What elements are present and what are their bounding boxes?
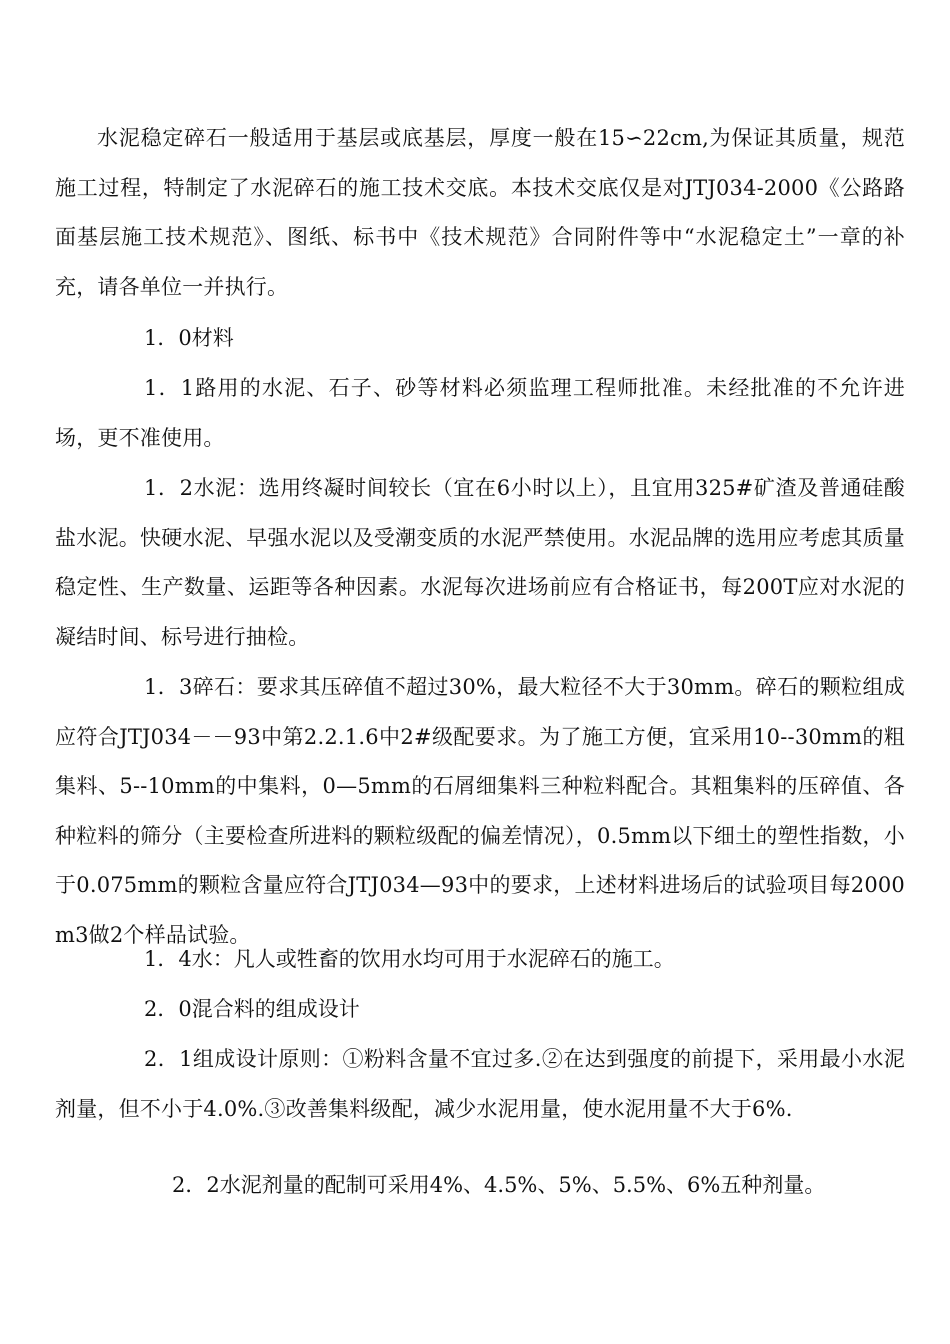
paragraph-2-2: 2．2水泥剂量的配制可采用4%、4.5%、5%、5.5%、6%五种剂量。 <box>172 1173 826 1197</box>
paragraph-1-3: 1．3碎石：要求其压碎值不超过30%，最大粒径不大于30mm。碎石的颗粒组成应符合JTJ034－－93中第2.2.1.6中2#级配要求。为了施工方便，宜采用10--30mm的粗集料、5--10mm的中集料，0—5mm的石屑细集料三种粒料配合。其粗集料的压碎值、各种粒料的筛分（主要检查所进料的颗粒级配的偏差情况），0.5mm以下细土的塑性指数，小于0.075mm的颗粒含量应符合JTJ034—93中的要求，上述材料进场后的试验项目每2000m3做2个样品试验。 <box>55 675 905 947</box>
paragraph-1-2: 1．2水泥：选用终凝时间较长（宜在6小时以上），且宜用325#矿渣及普通硅酸盐水泥。快硬水泥、早强水泥以及受潮变质的水泥严禁使用。水泥品牌的选用应考虑其质量稳定性、生产数量、运距等各种因素。水泥每次进场前应有合格证书，每200T应对水泥的凝结时间、标号进行抽检。 <box>55 476 905 649</box>
paragraph-1-4: 1．4水：凡人或牲畜的饮用水均可用于水泥碎石的施工。 <box>144 947 675 971</box>
paragraph-2-1: 2．1组成设计原则：①粉料含量不宜过多.②在达到强度的前提下，采用最小水泥剂量，但不小于4.0%.③改善集料级配，减少水泥用量，使水泥用量不大于6%. <box>55 1047 905 1121</box>
section-heading-1-0: 1．0材料 <box>144 326 234 350</box>
section-heading-2-0: 2．0混合料的组成设计 <box>144 997 360 1021</box>
intro-paragraph: 水泥稳定碎石一般适用于基层或底基层，厚度一般在15∽22cm,为保证其质量，规范施工过程，特制定了水泥碎石的施工技术交底。本技术交底仅是对JTJ034-2000《公路路面基层施工技术规范》、图纸、标书中《技术规范》合同附件等中“水泥稳定土”一章的补充，请各单位一并执行。 <box>55 126 905 299</box>
paragraph-1-1: 1．1路用的水泥、石子、砂等材料必须监理工程师批准。未经批准的不允许进场，更不准使用。 <box>55 376 905 450</box>
